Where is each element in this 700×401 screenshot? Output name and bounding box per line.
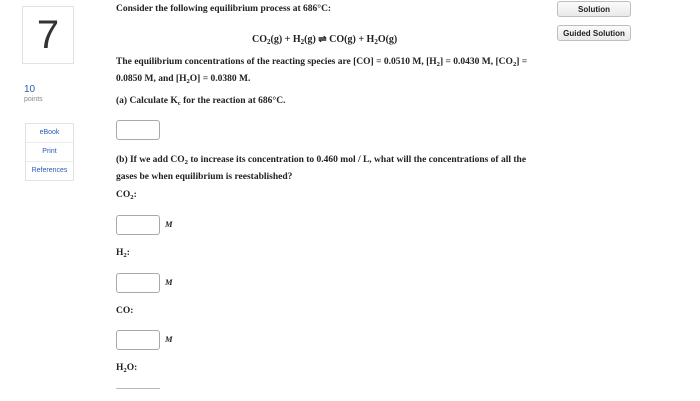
eq-text: (g) ⇌ CO(g) + H (304, 34, 375, 45)
part-a-text: for the reaction at 686°C. (180, 96, 286, 106)
part-b-text: (b) If we add CO (116, 155, 185, 165)
species-text: H (116, 363, 124, 373)
species-text: O: (126, 363, 138, 373)
species-text: : (126, 248, 130, 258)
part-a-sub: c (177, 100, 181, 107)
points-label: points (24, 96, 43, 103)
species-text: : (133, 190, 137, 200)
h2o-answer-input-edge[interactable] (116, 388, 160, 389)
eq-text: (g) + H (270, 34, 301, 45)
species-label-co (116, 306, 133, 316)
guided-solution-button[interactable]: Guided Solution (557, 25, 631, 41)
conc-text: The equilibrium concentrations of the reacting species are [CO] = 0.0510 M, [H (116, 57, 437, 67)
equilibrium-equation (252, 34, 397, 46)
part-b-sub: 2 (184, 159, 188, 166)
species-text: H (116, 248, 124, 258)
concentrations-text (116, 55, 536, 89)
conc-sub: 2 (186, 78, 190, 85)
solution-button[interactable]: Solution (557, 1, 631, 17)
ebook-link[interactable]: eBook (26, 124, 73, 143)
species-sub: 2 (130, 194, 134, 201)
part-a-prompt (116, 96, 285, 107)
species-text: : (130, 306, 134, 316)
part-a-text: (a) Calculate K (116, 96, 178, 106)
species-sub: 2 (123, 252, 127, 259)
kc-answer-input[interactable] (116, 120, 160, 140)
points-value: 10 (24, 84, 36, 95)
unit-label: M (165, 334, 173, 344)
co-answer-input[interactable] (116, 330, 160, 350)
co2-answer-input[interactable] (116, 215, 160, 235)
species-label-h2o (116, 363, 137, 374)
species-label-co2 (116, 190, 137, 201)
eq-text: CO (252, 34, 267, 45)
question-number: 7 (22, 6, 74, 64)
part-b-prompt (116, 153, 536, 184)
resource-links (25, 123, 74, 181)
conc-sub: 2 (436, 61, 440, 68)
conc-text: ] = 0.0430 M, [CO (439, 57, 513, 67)
species-sub: 2 (123, 367, 127, 374)
problem-intro: Consider the following equilibrium process at 686°C: (116, 4, 332, 14)
species-text: CO (116, 306, 131, 316)
eq-sub: 2 (374, 38, 378, 46)
conc-sub: 2 (512, 61, 517, 68)
species-text: CO (116, 190, 131, 200)
species-label-h2 (116, 248, 130, 259)
conc-text: O] = 0.0380 M. (189, 74, 251, 84)
h2-answer-input[interactable] (116, 273, 160, 293)
part-b-text: to increase its concentration to 0.460 mol / L, what will the concentrations of all the gases be when equilibrium is reestablished? (116, 155, 527, 182)
references-link[interactable]: References (31, 167, 68, 174)
print-link[interactable]: Print (26, 143, 73, 162)
conc-text: ] = 0.0850 M, and [H (116, 57, 528, 84)
unit-label: M (165, 277, 173, 287)
eq-sub: 2 (300, 38, 305, 46)
eq-sub: 2 (267, 38, 271, 46)
unit-label: M (165, 219, 173, 229)
eq-text: O(g) (377, 34, 398, 45)
